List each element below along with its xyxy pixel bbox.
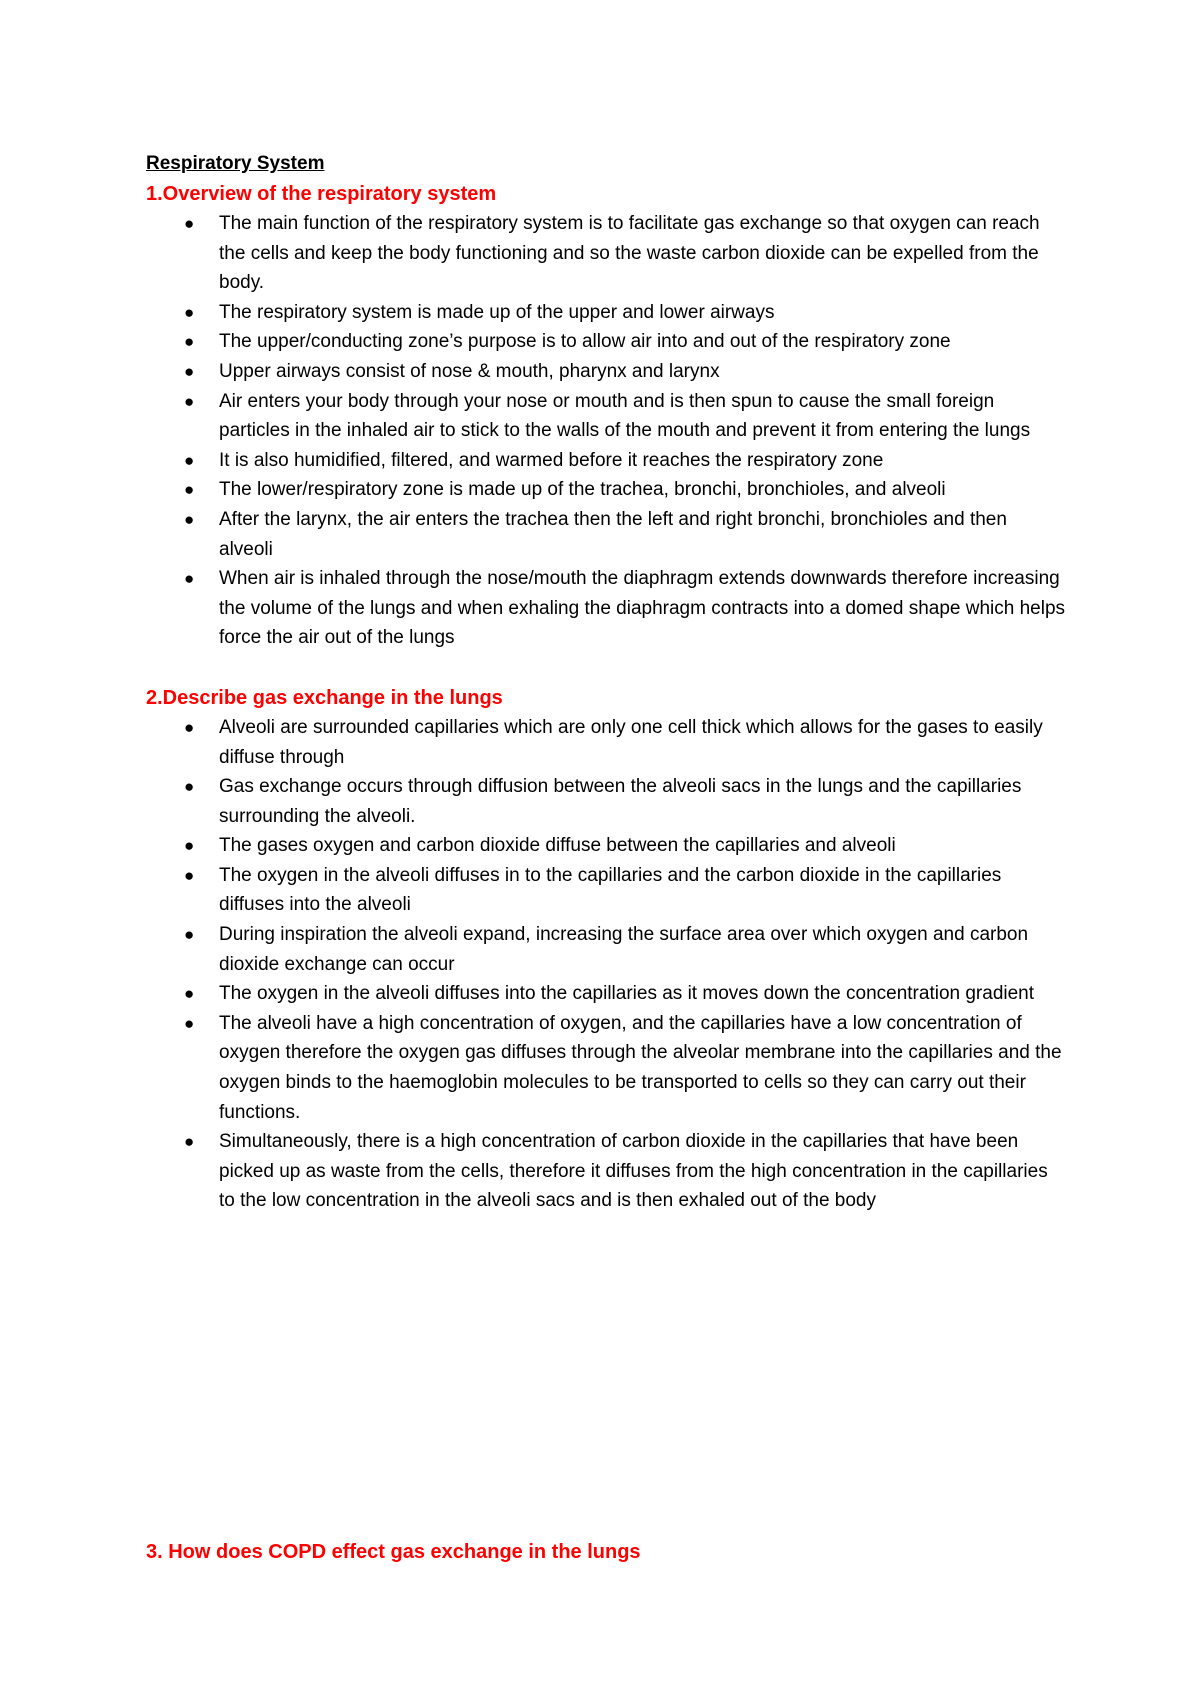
section-copd [146, 1537, 641, 1567]
bullet-icon: ● [184, 777, 195, 797]
document-page [146, 149, 1066, 1563]
bullet-icon: ● [184, 214, 195, 233]
bullet-icon: ● [184, 1013, 195, 1033]
bullet-list [146, 209, 1066, 653]
list-item [146, 327, 1066, 357]
list-item [146, 1127, 1066, 1216]
bullet-icon: ● [184, 984, 195, 1004]
list-item-text: It is also humidified, filtered, and warmed before it reaches the respiratory zone [219, 449, 884, 471]
list-item [146, 831, 1066, 861]
list-item-text: The oxygen in the alveoli diffuses in to the capillaries and the carbon dioxide in the capillaries diffuses into the alveoli [219, 864, 1002, 916]
list-item-text: The alveoli have a high concentration of oxygen, and the capillaries have a low concentration of oxygen therefore the oxygen gas diffuses through the alveolar membrane into the capillaries and the oxygen binds to the haemoglobin molecules to be transported to cells so they can carry out their functions. [219, 1012, 1062, 1123]
document-title: Respiratory System [146, 153, 325, 174]
list-item-text: After the larynx, the air enters the trachea then the left and right bronchi, bronchioles and then alveoli [219, 508, 1007, 560]
bullet-icon: ● [184, 1132, 195, 1152]
bullet-list [146, 713, 1066, 1216]
bullet-icon: ● [184, 569, 195, 589]
bullet-icon: ● [184, 717, 195, 737]
list-item [146, 446, 1066, 476]
list-item-text: Air enters your body through your nose or mouth and is then spun to cause the small foreign particles in the inhaled air to stick to the walls of the mouth and prevent it from entering the lungs [219, 390, 1031, 442]
list-item [146, 475, 1066, 505]
list-item [146, 772, 1066, 831]
bullet-icon: ● [184, 450, 195, 470]
list-item-text: Alveoli are surrounded capillaries which are only one cell thick which allows for the gases to easily diffuse through [219, 716, 1043, 768]
bullet-icon: ● [184, 480, 195, 500]
list-item [146, 564, 1066, 653]
bullet-icon: ● [184, 509, 195, 529]
section-gas-exchange [146, 683, 1066, 1216]
bullet-icon: ● [184, 391, 195, 411]
list-item [146, 209, 1066, 298]
bullet-icon: ● [184, 361, 195, 381]
bullet-icon: ● [184, 865, 195, 885]
list-item-text: The oxygen in the alveoli diffuses into the capillaries as it moves down the concentration gradient [219, 983, 1035, 1005]
list-item-text: When air is inhaled through the nose/mouth the diaphragm extends downwards therefore increasing the volume of the lungs and when exhaling the diaphragm contracts into a domed shape which helps force the air out of the lungs [219, 568, 1066, 649]
bullet-icon: ● [184, 332, 195, 352]
list-item-text: The gases oxygen and carbon dioxide diffuse between the capillaries and alveoli [219, 835, 896, 857]
bullet-icon: ● [184, 302, 195, 322]
list-item-text: The respiratory system is made up of the upper and lower airways [219, 301, 775, 323]
list-item [146, 298, 1066, 328]
bullet-icon: ● [184, 836, 195, 856]
list-item-text: During inspiration the alveoli expand, increasing the surface area over which oxygen and carbon dioxide exchange can occur [219, 924, 1029, 975]
list-item-text: Gas exchange occurs through diffusion between the alveoli sacs in the lungs and the capillaries surrounding the alveoli. [219, 776, 1022, 827]
section-heading: 3. How does COPD effect gas exchange in the lungs [146, 1541, 641, 1563]
list-item-text: The upper/conducting zone’s purpose is to allow air into and out of the respiratory zone [219, 331, 951, 353]
bullet-icon: ● [184, 925, 195, 945]
list-item [146, 713, 1066, 772]
list-item-text: Simultaneously, there is a high concentration of carbon dioxide in the capillaries that have been picked up as waste from the cells, therefore it diffuses from the high concentration in the capillaries to the low concentration in the alveoli sacs and is then exhaled out of the body [219, 1131, 1048, 1212]
list-item-text: The main function of the respiratory system is to facilitate gas exchange so that oxygen can reach the cells and keep the body functioning and so the waste carbon dioxide can be expelled from the body. [219, 213, 1040, 294]
list-item [146, 861, 1066, 920]
section-heading: 2.Describe gas exchange in the lungs [146, 686, 503, 709]
section-heading: 1.Overview of the respiratory system [146, 183, 497, 205]
list-item [146, 387, 1066, 446]
list-item-text: The lower/respiratory zone is made up of the trachea, bronchi, bronchioles, and alveoli [219, 479, 946, 501]
list-item [146, 1009, 1066, 1127]
list-item [146, 920, 1066, 979]
section-overview [146, 179, 1066, 653]
list-item [146, 357, 1066, 387]
list-item [146, 505, 1066, 564]
list-item-text: Upper airways consist of nose & mouth, pharynx and larynx [219, 360, 720, 382]
list-item [146, 979, 1066, 1009]
